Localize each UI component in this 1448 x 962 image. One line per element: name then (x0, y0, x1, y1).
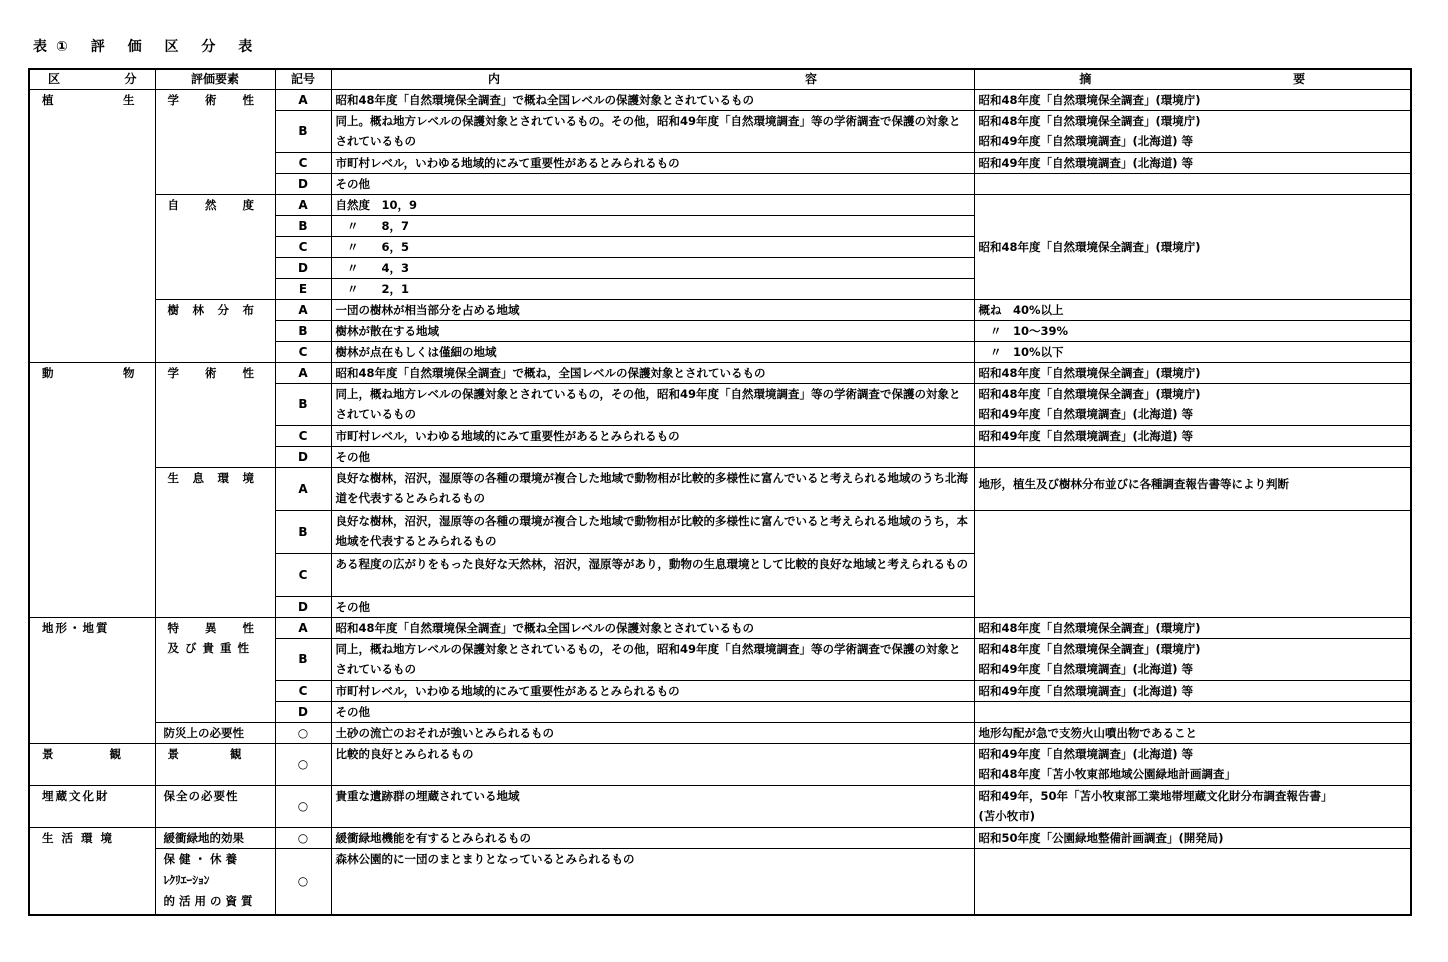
table-row (29, 89, 1411, 110)
symbol-cell: D (275, 596, 331, 617)
remarks-cell: 〃 10%以下 (974, 341, 1411, 362)
category-living: 生 活 環 境 (29, 827, 155, 915)
symbol-cell: C (275, 425, 331, 446)
remarks-cell: 昭和49年度「自然環境調査」(北海道) 等 (974, 152, 1411, 173)
symbol-cell: B (275, 638, 331, 680)
content-cell: 土砂の流亡のおそれが強いとみられるもの (331, 722, 974, 743)
symbol-cell: E (275, 278, 331, 299)
content-cell: 〃 2，1 (331, 278, 974, 299)
content-cell: 昭和48年度「自然環境保全調査」で概ね，全国レベルの保護対象とされているもの (331, 362, 974, 383)
content-cell: 市町村レベル，いわゆる地域的にみて重要性があるとみられるもの (331, 680, 974, 701)
category-heritage: 埋蔵文化財 (29, 785, 155, 827)
element-habitat: 生 息 環 境 (155, 467, 275, 617)
header-symbol: 記号 (275, 69, 331, 89)
content-cell: 〃 6，5 (331, 236, 974, 257)
remarks-cell (974, 701, 1411, 722)
element-academic-animals: 学 術 性 (155, 362, 275, 467)
symbol-cell: ○ (275, 785, 331, 827)
category-landscape: 景 観 (29, 743, 155, 785)
symbol-cell: D (275, 257, 331, 278)
table-row (29, 743, 1411, 785)
content-cell: 良好な樹林，沼沢，湿原等の各種の環境が複合した地域で動物相が比較的多様性に富んでいると考えられる地域のうち北海道を代表するとみられるもの (331, 467, 974, 510)
symbol-cell: A (275, 362, 331, 383)
table-row (29, 848, 1411, 915)
symbol-cell: A (275, 467, 331, 510)
element-naturalness: 自 然 度 (155, 194, 275, 299)
content-cell: 比較的良好とみられるもの (331, 743, 974, 785)
header-remarks: 摘 要 (974, 69, 1411, 89)
element-forest: 樹 林 分 布 (155, 299, 275, 362)
symbol-cell: C (275, 680, 331, 701)
remarks-cell: 概ね 40%以上 (974, 299, 1411, 320)
header-row (29, 69, 1411, 89)
symbol-cell: A (275, 617, 331, 638)
content-cell: その他 (331, 701, 974, 722)
symbol-cell: ○ (275, 722, 331, 743)
symbol-cell: C (275, 341, 331, 362)
category-vegetation: 植 生 (29, 89, 155, 362)
remarks-cell (974, 848, 1411, 915)
header-category: 区 分 (29, 69, 155, 89)
element-scenery: 景 観 (155, 743, 275, 785)
content-cell: 緩衝緑地機能を有するとみられるもの (331, 827, 974, 848)
symbol-cell: A (275, 89, 331, 110)
symbol-cell: A (275, 299, 331, 320)
remarks-cell: 昭和48年度「自然環境保全調査」(環境庁) (974, 194, 1411, 299)
content-cell: 自然度 10，9 (331, 194, 974, 215)
content-cell: 〃 4，3 (331, 257, 974, 278)
remarks-cell (974, 510, 1411, 617)
symbol-cell: ○ (275, 827, 331, 848)
content-cell: 良好な樹林，沼沢，湿原等の各種の環境が複合した地域で動物相が比較的多様性に富んでいると考えられる地域のうち，本地域を代表するとみられるもの (331, 510, 974, 553)
category-animals: 動 物 (29, 362, 155, 617)
content-cell: ある程度の広がりをもった良好な天然林，沼沢，湿原等があり，動物の生息環境として比較的良好な地域と考えられるもの (331, 553, 974, 596)
header-element: 評価要素 (155, 69, 275, 89)
content-cell: その他 (331, 173, 974, 194)
content-cell: 一団の樹林が相当部分を占める地域 (331, 299, 974, 320)
table-row (29, 722, 1411, 743)
content-cell: 同上，概ね地方レベルの保護対象とされているもの，その他，昭和49年度「自然環境調査」等の学術調査で保護の対象とされているもの (331, 638, 974, 680)
symbol-cell: ○ (275, 848, 331, 915)
header-content: 内 容 (331, 69, 974, 89)
remarks-cell: 昭和48年度「自然環境保全調査」(環境庁) 昭和49年度「自然環境調査」(北海道) 等 (974, 110, 1411, 152)
symbol-cell: B (275, 320, 331, 341)
symbol-cell: C (275, 236, 331, 257)
symbol-cell: B (275, 110, 331, 152)
remarks-cell (974, 446, 1411, 467)
table-row (29, 785, 1411, 827)
element-disaster: 防災上の必要性 (155, 722, 275, 743)
symbol-cell: C (275, 152, 331, 173)
content-cell: 同上，概ね地方レベルの保護対象とされているもの，その他，昭和49年度「自然環境調査」等の学術調査で保護の対象とされているもの (331, 383, 974, 425)
symbol-cell: B (275, 383, 331, 425)
table-row (29, 617, 1411, 638)
symbol-cell: A (275, 194, 331, 215)
remarks-cell: 昭和48年度「自然環境保全調査」(環境庁) 昭和49年度「自然環境調査」(北海道) 等 (974, 383, 1411, 425)
remarks-cell (974, 173, 1411, 194)
table-row (29, 194, 1411, 215)
remarks-cell: 昭和49年度「自然環境調査」(北海道) 等 昭和48年度「苫小牧東部地域公園緑地計画調査」 (974, 743, 1411, 785)
symbol-cell: D (275, 446, 331, 467)
remarks-cell: 地形勾配が急で支笏火山噴出物であること (974, 722, 1411, 743)
content-cell: 樹林が点在もしくは僅細の地域 (331, 341, 974, 362)
table-row (29, 362, 1411, 383)
remarks-cell: 昭和49年度「自然環境調査」(北海道) 等 (974, 680, 1411, 701)
content-cell: 樹林が散在する地域 (331, 320, 974, 341)
remarks-cell: 昭和49年，50年「苫小牧東部工業地帯埋蔵文化財分布調査報告書」 (苫小牧市) (974, 785, 1411, 827)
table-row (29, 467, 1411, 510)
remarks-cell: 地形，植生及び樹林分布並びに各種調査報告書等により判断 (974, 467, 1411, 510)
content-cell: 〃 8，7 (331, 215, 974, 236)
content-cell: 昭和48年度「自然環境保全調査」で概ね全国レベルの保護対象とされているもの (331, 617, 974, 638)
table-row (29, 299, 1411, 320)
content-cell: 同上。概ね地方レベルの保護対象とされているもの。その他，昭和49年度「自然環境調査」等の学術調査で保護の対象とされているもの (331, 110, 974, 152)
element-buffer: 緩衝緑地的効果 (155, 827, 275, 848)
content-cell: 貴重な遺跡群の埋蔵されている地域 (331, 785, 974, 827)
content-cell: その他 (331, 596, 974, 617)
content-cell: その他 (331, 446, 974, 467)
remarks-cell: 昭和48年度「自然環境保全調査」(環境庁) (974, 89, 1411, 110)
category-geology: 地形・地質 (29, 617, 155, 743)
evaluation-table (28, 68, 1412, 916)
remarks-cell: 〃 10～39% (974, 320, 1411, 341)
element-preservation: 保全の必要性 (155, 785, 275, 827)
element-recreation: 保 健 ・ 休 養 ﾚｸﾘｴｰｼｮﾝ 的 活 用 の 資 質 (155, 848, 275, 915)
content-cell: 昭和48年度「自然環境保全調査」で概ね全国レベルの保護対象とされているもの (331, 89, 974, 110)
symbol-cell: ○ (275, 743, 331, 785)
remarks-cell: 昭和48年度「自然環境保全調査」(環境庁) (974, 617, 1411, 638)
document-title: 表① 評 価 区 分 表 (33, 39, 262, 55)
remarks-cell: 昭和48年度「自然環境保全調査」(環境庁) (974, 362, 1411, 383)
element-academic: 学 術 性 (155, 89, 275, 194)
content-cell: 市町村レベル，いわゆる地域的にみて重要性があるとみられるもの (331, 425, 974, 446)
symbol-cell: B (275, 215, 331, 236)
symbol-cell: D (275, 701, 331, 722)
content-cell: 市町村レベル，いわゆる地域的にみて重要性があるとみられるもの (331, 152, 974, 173)
symbol-cell: C (275, 553, 331, 596)
symbol-cell: B (275, 510, 331, 553)
table-row (29, 827, 1411, 848)
remarks-cell: 昭和49年度「自然環境調査」(北海道) 等 (974, 425, 1411, 446)
content-cell: 森林公園的に一団のまとまりとなっているとみられるもの (331, 848, 974, 915)
remarks-cell: 昭和48年度「自然環境保全調査」(環境庁) 昭和49年度「自然環境調査」(北海道) 等 (974, 638, 1411, 680)
element-special: 特 異 性 及 び 貴 重 性 (155, 617, 275, 722)
symbol-cell: D (275, 173, 331, 194)
remarks-cell: 昭和50年度「公園緑地整備計画調査」(開発局) (974, 827, 1411, 848)
